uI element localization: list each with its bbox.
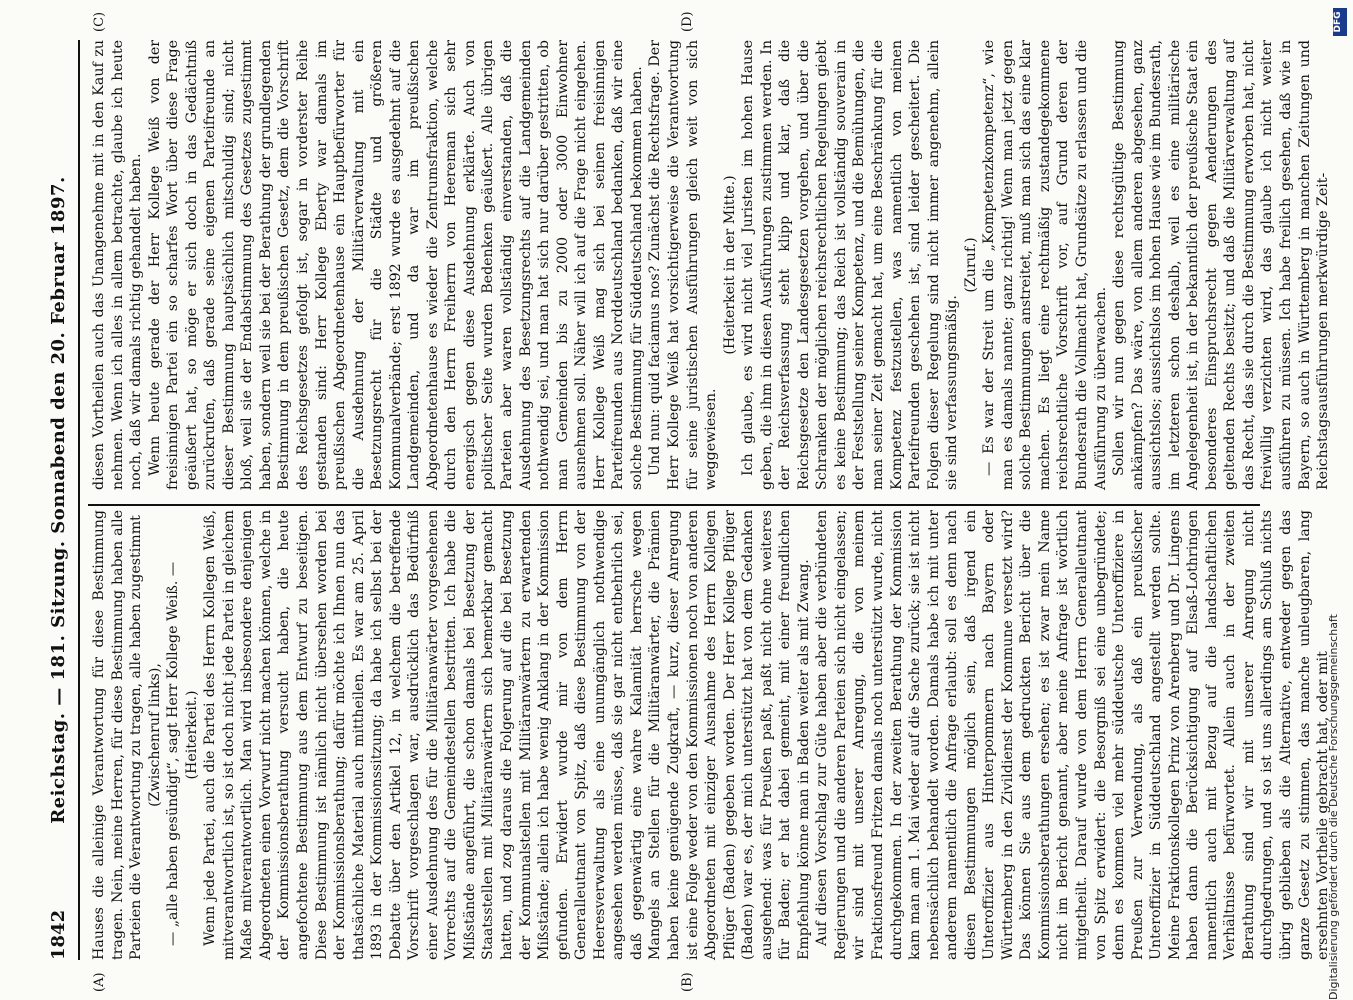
paragraph: Und nun: quid faciamus nos? Zunächst die Rechtsfrage. Der Herr Kollege Weiß hat vorsichtigerweise die Verantwortung für seine juristischen Ausführungen gleich weit von sich weggewiesen.: [647, 40, 720, 490]
paragraph: Wenn jede Partei, auch die Partei des Herrn Kollegen Weiß, mitverantwortlich ist, so ist doch nicht jede Partei in gleichem Maße mitverantwortlich. Man wird insbesondere denjenigen Abgeordneten einen Vorwurf nicht machen können, welche in der Kommissionsberathung versucht haben, die heute angefochtene Bestimmung aus dem Entwurf zu beseitigen. Diese Bestimmung ist nämlich nicht übersehen worden bei der Kommissionsberathung; dafür möchte ich Ihnen nun das thatsächliche Material auch mittheilen. Es war am 25. April 1893 in der Kommissionssitzung; da habe ich selbst bei der Debatte über den Artikel 12, in welchem die betreffende Vorschrift vorgeschlagen war, ausdrücklich das Bedürfniß einer Ausdehnung des für die Militäranwärter vorgesehenen Vorrechts auf die Gemeindestellen bestritten. Ich habe die Mißstände angeführt, die schon damals bei Besetzung der Staatsstellen mit Militäranwärtern sich bemerkbar gemacht hatten, und zog daraus die Folgerung auf die bei Besetzung der Kommunalstellen mit Militäranwärtern zu erwartenden Mißstände; allein ich habe wenig Anklang in der Kommission gefunden. Erwidert wurde mir von dem Herrn Generalleutnant von Spitz, daß diese Bestimmung von der Heeresverwaltung als eine unumgänglich nothwendige angesehen werden müsse, daß sie gar nicht entbehrlich sei, daß gegenwärtig eine wahre Kalamität herrsche wegen Mangels an Stellen für die Militäranwärter, die Prämien haben keine genügende Zugkraft, — kurz, dieser Anregung ist eine Folge weder von den Kommissionen noch von anderen Abgeordneten mit einziger Ausnahme des Herrn Kollegen Pflüger (Baden) gegeben worden. Der Herr Kollege Pflüger (Baden) war es, der mich unterstützt hat von dem Gedanken ausgehend: was für Preußen paßt, paßt nicht ohne weiteres für Baden; er hat dabei gemeint, mit einer freundlichen Empfehlung könne man in Baden weiter als mit Zwang.: [202, 510, 812, 960]
paragraph: Ich glaube, es wird nicht viel Juristen im hohen Hause geben, die ihm in diesen Ausführungen zustimmen werden. In der Reichsverfassung steht klipp und klar, daß die Reichsgesetze den Landesgesetzen vorgehen, und über die Schranken der möglichen reichsrechtlichen Regelungen giebt es keine Bestimmung; das Reich ist vollständig souverain in der Feststellung seiner Kompetenz, und die Bemühungen, die man seiner Zeit gemacht hat, um eine Beschränkung für die Kompetenz festzustellen, was namentlich von meinen Parteifreunden geschehen ist, sind leider gescheitert. Die Folgen dieser Regelung sind nicht immer angenehm, allein sie sind verfassungsmäßig.: [740, 40, 961, 490]
running-title: Reichstag. — 181. Sitzung. Sonnabend den 20. Februar 1897.: [48, 176, 69, 824]
paragraph: Hauses die alleinige Verantwortung für diese Bestimmung tragen. Nein, meine Herren, für diese Bestimmung haben alle Parteien die Verantwortung zu tragen, alle haben zugestimmt: [91, 510, 145, 960]
margin-mark-b: (B): [680, 972, 695, 992]
column-divider: [88, 504, 1260, 506]
paragraph: diesen Vortheilen auch das Unangenehme mit in den Kauf zu nehmen. Wenn ich alles in allem betrachte, glaube ich heute noch, daß wir damals richtig gehandelt haben.: [91, 40, 145, 490]
paragraph: — Es war der Streit um die „Kompetenzkompetenz“, wie man es damals nannte; ganz richtig! Wenn man jetzt gegen solche Bestimmungen anstreitet, muß man sich das eine klar machen. Es liegt eine rechtmäßig zustandegekommene reichsrechtliche Vorschrift vor, auf Grund deren der Bundesrath die Vollmacht hat, Grundsätze zu erlassen und die Ausführung zu überwachen.: [981, 40, 1109, 490]
header-rule: [78, 40, 80, 960]
interjection: (Heiterkeit in der Mitte.): [721, 175, 738, 355]
interjection: (Zwischenruf links),: [146, 663, 163, 807]
margin-mark-d: (D): [680, 11, 695, 32]
margin-mark-c: (C): [92, 11, 107, 32]
paragraph: Sollen wir nun gegen diese rechtsgültige Bestimmung ankämpfen? Das wäre, von allem anderen abgesehen, ganz aussichtslos; aussichtslos im hohen Hause wie im Bundesrath, im letzteren schon deshalb, weil es eine militärische Angelegenheit ist, in der bekanntlich der preußische Staat ein besonderes Einspruchsrecht gegen Aenderungen des geltenden Rechts besitzt; und daß die Militärverwaltung auf das Recht, das sie durch die Bestimmung erworben hat, nicht freiwillig verzichten wird, das glaube ich nicht weiter ausführen zu müssen. Ich habe freilich gesehen, daß wie in Bayern, so auch in Württemberg in manchen Zeitungen und Reichstagsausführungen merkwürdige Zeit-: [1111, 40, 1332, 490]
page-number: 1842: [48, 909, 69, 960]
left-column: [90, 510, 1332, 960]
dfg-logo: DFG: [1333, 8, 1347, 36]
paragraph: — „alle haben gesündigt“, sagt Herr Kollege Weiß. —: [165, 561, 182, 946]
digitization-note: Digitalisierung gefördert durch die Deutsche Forschungsgemeinschaft: [1327, 614, 1340, 1000]
margin-mark-a: (A): [92, 972, 107, 992]
page-header: [48, 40, 76, 960]
paragraph: Wenn heute gerade der Herr Kollege Weiß von der freisinnigen Partei ein so scharfes Wort über diese Frage geäußert hat, so möge er sich doch in das Gedächtniß zurückrufen, daß gerade seine eigenen Parteifreunde an dieser Bestimmung hauptsächlich mitschuldig sind; nicht bloß, weil sie der Endabstimmung des Gesetzes zugestimmt haben, sondern weil sie bei der Berathung der grundlegenden Bestimmung in dem preußischen Gesetz, dem die Vorschrift des Reichsgesetzes gefolgt ist, sogar in vorderster Reihe gestanden sind: Herr Kollege Eberty war damals im preußischen Abgeordnetenhause ein Hauptbefürworter für die Ausdehnung der Militärverwaltung mit ein Besetzungsrecht für die Städte und größeren Kommunalverbände; erst 1892 wurde es ausgedehnt auf die Landgemeinden, und da war im preußischen Abgeordnetenhause es wieder die Zentrumsfraktion, welche durch den Herrn Freiherrn von Heereman sich sehr energisch gegen diese Ausdehnung erklärte. Auch von politischer Seite wurden Bedenken geäußert. Alle übrigen Parteien aber waren vollständig einverstanden, daß die Ausdehnung des Besetzungsrechts auf die Landgemeinden nothwendig sei, und man hat sich nur darüber gestritten, ob man Gemeinden bis zu 2000 oder 3000 Einwohner ausnehmen soll. Näher will ich auf die Frage nicht eingehen. Herr Kollege Weiß mag sich bei seinen freisinnigen Parteifreunden aus Norddeutschland bedanken, daß wir eine solche Bestimmung für Süddeutschland bekommen haben.: [146, 40, 645, 490]
digitization-footer: [1327, 10, 1347, 1000]
right-column: [90, 40, 1332, 490]
interjection: (Heiterkeit.): [183, 690, 200, 780]
interjection: (Zuruf.): [962, 237, 979, 293]
paragraph: Auf diesen Vorschlag zur Güte haben aber die verbündeten Regierungen und die anderen Parteien sich nicht eingelassen; wir sind mit unserer Anregung, die von meinem Fraktionsfreund Fritzen damals noch unterstützt wurde, nicht durchgekommen. In der zweiten Berathung der Kommission kam man am 1. Mai wieder auf die Sache zurück; sie ist nicht nebensächlich behandelt worden. Damals habe ich mit unter anderem namentlich die Anfrage erlaubt: soll es denn nach diesen Bestimmungen möglich sein, daß irgend ein Unteroffizier aus Hinterpommern nach Bayern oder Württemberg in den Zivildienst der Kommune versetzt wird? Das können Sie aus dem gedruckten Bericht über die Kommissionsberathungen ersehen; es ist zwar mein Name nicht im Bericht genannt, aber meine Anfrage ist wörtlich mitgetheilt. Darauf wurde von dem Herrn Generalleutnant von Spitz erwidert: die Besorgniß sei eine unbegründete; denn es kommen viel mehr süddeutsche Unteroffiziere in Preußen zur Verwendung, als daß ein preußischer Unteroffizier in Süddeutschland angestellt werden sollte. Meine Fraktionskollegen Prinz von Arenberg und Dr. Lingens haben dann die Berücksichtigung auf Elsaß-Lothringen namentlich auch mit Bezug auf die landschaftlichen Verhältnisse befürwortet. Allein auch in der zweiten Berathung sind wir mit unserer Anregung nicht durchgedrungen, und so ist uns allerdings am Schluß nichts übrig geblieben als die Alternative, entweder gegen das ganze Gesetz zu stimmen, das manche unleugbaren, lang ersehnten Vortheile gebracht hat, oder mit: [814, 510, 1332, 960]
